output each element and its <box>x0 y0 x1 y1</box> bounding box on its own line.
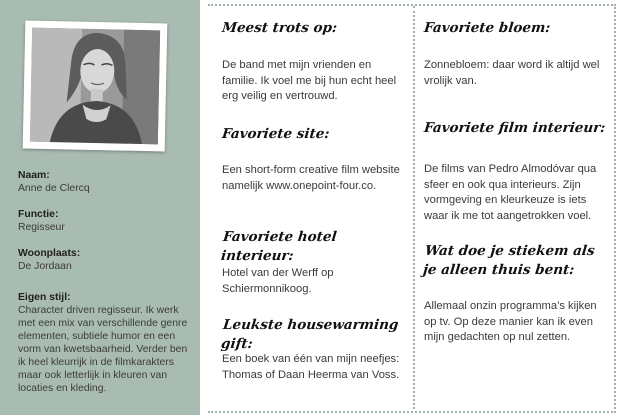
name-value: Anne de Clercq <box>18 183 90 194</box>
residence-block <box>18 247 193 273</box>
question-secret: Wat doe je stiekem als je alleen thuis bent: <box>422 243 596 278</box>
answer-gift: Een boek van één van mijn neefjes: Thomas of Daan Heerma van Voss. <box>222 353 400 381</box>
role-value: Regisseur <box>18 222 65 233</box>
name-block <box>18 169 193 195</box>
portrait-illustration <box>30 28 160 145</box>
residence-value: De Jordaan <box>18 261 72 272</box>
answer-site: Een short-form creative film website namelijk www.onepoint-four.co. <box>222 164 400 192</box>
question-gift: Leukste housewarming gift: <box>220 317 400 352</box>
answer-proud: De band met mijn vrienden en familie. Ik voel me bij hun echt heel erg veilig en vertrouwd. <box>222 59 397 102</box>
style-value: Character driven regisseur. Ik werk met een mix van verschillende genre elementen, subtiele humor en een vorm van kwetsbaarheid. Verder ben ik heel kleurrijk in de filmkarakters maar ook letterlijk in kleuren van locaties en kleding. <box>18 305 188 394</box>
question-site: Favoriete site: <box>221 126 331 142</box>
style-label: Eigen stijl: <box>18 292 71 303</box>
portrait-photo <box>30 28 160 145</box>
answer-flower: Zonnebloem: daar word ik altijd wel vrolijk van. <box>424 59 600 87</box>
answer-film-interior: De films van Pedro Almodóvar qua sfeer en ook qua interieurs. Zijn vormgeving en kleurkeuze is iets waar ik me tot aangetrokken voel. <box>424 163 597 222</box>
style-block <box>18 291 193 395</box>
portrait-photo-frame <box>23 21 168 152</box>
answer-secret: Allemaal onzin programma’s kijken op tv. Op deze manier kan ik even mijn gedachten op nul zetten. <box>424 300 597 343</box>
role-block <box>18 208 193 234</box>
column-divider <box>413 6 415 409</box>
question-hotel: Favoriete hotel interieur: <box>220 229 338 264</box>
profile-sidebar <box>0 0 200 415</box>
question-film-interior: Favoriete film interieur: <box>423 120 607 136</box>
answer-hotel: Hotel van der Werff op Schiermonnikoog. <box>222 267 334 295</box>
role-label: Functie: <box>18 209 59 220</box>
name-label: Naam: <box>18 170 50 181</box>
question-flower: Favoriete bloem: <box>423 20 552 36</box>
question-proud: Meest trots op: <box>221 20 338 36</box>
residence-label: Woonplaats: <box>18 248 81 259</box>
